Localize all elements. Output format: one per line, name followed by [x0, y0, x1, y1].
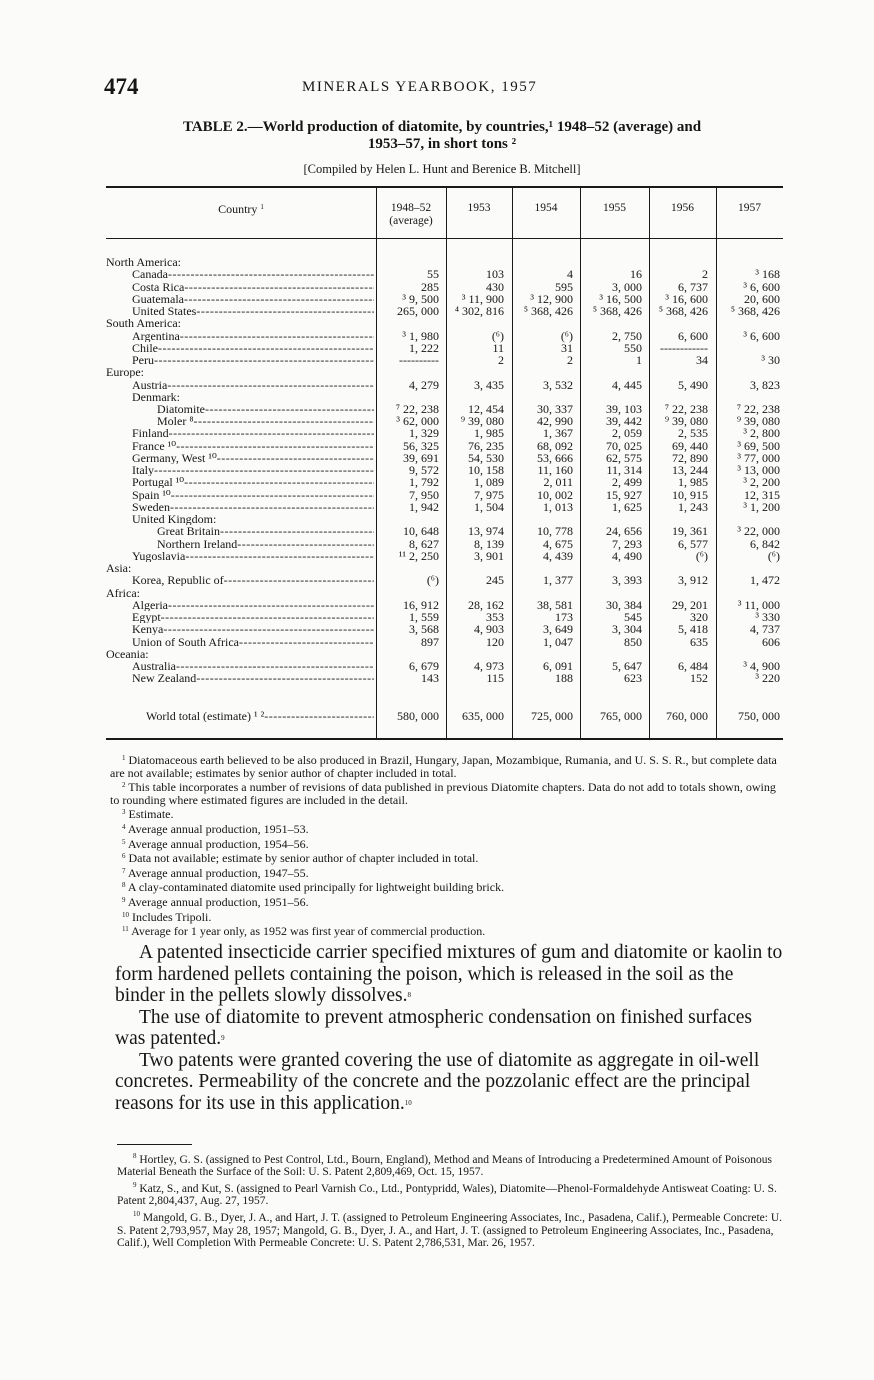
table-cell: 143 — [421, 671, 439, 685]
year-column-header: 1954 — [534, 202, 558, 214]
row-label: Africa: — [106, 587, 140, 599]
table-row — [106, 476, 783, 488]
table-cell: 725, 000 — [531, 709, 573, 723]
table-cell: ³ 6, 600 — [743, 329, 780, 343]
row-label: Kenya ----- — [132, 623, 374, 635]
table-cell: ³ 13, 000 — [737, 463, 780, 477]
world-total-row — [106, 710, 783, 722]
row-label: Austria ----- — [132, 379, 374, 391]
table-footnote: $^5$ Average annual production, 1954–56. — [122, 836, 309, 851]
running-title: MINERALS YEARBOOK, 1957 — [302, 79, 538, 95]
row-label: Diatomite ----- — [157, 403, 374, 415]
table-footnote: $^{11}$ Average for 1 year only, as 1952 was first year of commercial production. — [122, 924, 486, 939]
table-row — [106, 623, 783, 635]
table-cell: 623 — [624, 671, 642, 685]
table-cell: 72, 890 — [672, 451, 708, 465]
row-label: Europe: — [106, 366, 144, 378]
table-cell: 29, 201 — [672, 598, 708, 612]
table-cell: 68, 092 — [537, 439, 573, 453]
table-cell: 3, 649 — [543, 622, 573, 636]
table-cell: ⁵ 368, 426 — [592, 304, 642, 318]
table-cell: 1, 377 — [543, 573, 573, 587]
table-cell: 1, 625 — [612, 500, 642, 514]
table-footnote: $^3$ Estimate. — [122, 807, 174, 822]
row-label: Portugal ¹⁰ ----- — [132, 476, 374, 488]
table-cell: 6, 577 — [678, 537, 708, 551]
table-row — [106, 599, 783, 611]
table-cell: 6, 091 — [543, 659, 573, 673]
body-text — [115, 942, 785, 1114]
table-cell: 3, 823 — [750, 378, 780, 392]
table-cell: 1, 504 — [474, 500, 504, 514]
row-label: Egypt ----- — [132, 611, 374, 623]
table-row — [106, 550, 783, 562]
table-cell: 13, 244 — [672, 463, 708, 477]
table-cell: 4, 973 — [474, 659, 504, 673]
table-cell: 12, 454 — [468, 402, 504, 416]
table-cell: 353 — [486, 610, 504, 624]
table-cell: (⁶) — [426, 573, 439, 587]
table-cell: ³ 30 — [761, 353, 780, 367]
table-cell: 188 — [555, 671, 573, 685]
row-label: Argentina ----- — [132, 330, 374, 342]
table-cell: 6, 484 — [678, 659, 708, 673]
table-cell: ³ 4, 900 — [743, 659, 780, 673]
table-row — [106, 525, 783, 537]
table-row — [106, 342, 783, 354]
table-cell: 1, 222 — [409, 341, 439, 355]
row-label: United Kingdom: — [132, 513, 217, 525]
table-cell: 5, 418 — [678, 622, 708, 636]
row-label: Australia ----- — [132, 660, 374, 672]
table-cell: ³ 6, 600 — [743, 280, 780, 294]
row-label: Union of South Africa ----- — [132, 636, 374, 648]
table-cell: 6, 737 — [678, 280, 708, 294]
table-footnote: $^1$ Diatomaceous earth believed to be also produced in Brazil, Hungary, Japan, Mozambique, Rumania, and U. S. S. R., but complete data are not available; estimates by senior author of chapter included in total. — [110, 753, 777, 780]
table-cell: 173 — [555, 610, 573, 624]
table-cell: 8, 627 — [409, 537, 439, 551]
table-cell: ³ 62, 000 — [396, 414, 439, 428]
table-cell: 19, 361 — [672, 524, 708, 538]
reference-footnote: $^9$ Katz, S., and Kut, S. (assigned to Pearl Varnish Co., Ltd., Pontypridd, Wales), Diatomite—Phenol-Formaldehyde Antisweat Coating: U. S. Patent 2,804,437, Aug. 27, 1957. — [117, 1181, 777, 1208]
table-row — [106, 305, 783, 317]
table-cell: 3, 000 — [612, 280, 642, 294]
table-cell: 13, 974 — [468, 524, 504, 538]
table-cell: 2, 750 — [612, 329, 642, 343]
table-row — [106, 268, 783, 280]
table-cell: ⁵ 368, 426 — [730, 304, 780, 318]
table-cell: 4, 490 — [612, 549, 642, 563]
table-cell: 760, 000 — [666, 709, 708, 723]
table-cell: 3, 304 — [612, 622, 642, 636]
table-cell: 4 — [567, 267, 573, 281]
row-label: Canada ----- — [132, 268, 374, 280]
table-cell: 103 — [486, 267, 504, 281]
table-row — [106, 672, 783, 684]
table-cell: 120 — [486, 635, 504, 649]
table-cell: 2, 535 — [678, 426, 708, 440]
table-cell: 11, 160 — [537, 463, 573, 477]
table-caption — [106, 119, 778, 153]
page-number: 474 — [104, 74, 139, 99]
table-caption-line: 1953–57, in short tons ² — [367, 136, 517, 152]
row-label: Yugoslavia ----- — [132, 550, 374, 562]
table-cell: 1, 792 — [409, 475, 439, 489]
table-cell: (⁶) — [767, 549, 780, 563]
table-cell: 56, 325 — [403, 439, 439, 453]
body-paragraph: A patented insecticide carrier specified mixtures of gum and diatomite or kaolin to form hardened pellets containing the poison, which is released in the soil as the binder in the pellets slowly dissolves.$^8$ — [115, 942, 783, 1006]
table-cell: 635 — [690, 635, 708, 649]
table-cell: 38, 581 — [537, 598, 573, 612]
table-cell: 6, 842 — [750, 537, 780, 551]
table-cell: 545 — [624, 610, 642, 624]
table-cell: 3, 435 — [474, 378, 504, 392]
row-label: New Zealand ----- — [132, 672, 374, 684]
table-cell: ⁹ 39, 080 — [460, 414, 504, 428]
table-cell: 897 — [421, 635, 439, 649]
table-cell: ³ 77, 000 — [737, 451, 780, 465]
table-cell: 1 — [636, 353, 642, 367]
table-cell: 9, 572 — [409, 463, 439, 477]
table-cell: 10, 778 — [537, 524, 573, 538]
table-cell: 4, 737 — [750, 622, 780, 636]
compiled-by-note: [Compiled by Helen L. Hunt and Berenice B. Mitchell] — [303, 162, 581, 176]
table-cell: 62, 575 — [606, 451, 642, 465]
table-cell: 24, 656 — [606, 524, 642, 538]
table-cell: ³ 2, 800 — [743, 426, 780, 440]
table-cell: 3, 393 — [612, 573, 642, 587]
body-paragraph: Two patents were granted covering the use of diatomite as aggregate in oil-well concretes. Permeability of the concrete and the pozzolanic effect are the principal reasons for its use in this application.$^{10}$ — [115, 1049, 760, 1114]
table-cell: 54, 530 — [468, 451, 504, 465]
table-cell: 53, 666 — [537, 451, 573, 465]
table-cell: (⁶) — [491, 329, 504, 343]
table-cell: (⁶) — [695, 549, 708, 563]
row-label: France ¹⁰ ----- — [132, 440, 374, 452]
table-footnote: $^4$ Average annual production, 1951–53. — [122, 821, 309, 836]
table-top-rule — [106, 186, 783, 188]
table-cell: 16, 912 — [403, 598, 439, 612]
table-cell: 39, 442 — [606, 414, 642, 428]
table-cell: 4, 675 — [543, 537, 573, 551]
table-cell: 1, 013 — [543, 500, 573, 514]
table-bottom-rule — [106, 738, 783, 740]
table-cell: 595 — [555, 280, 573, 294]
row-label: Guatemala ----- — [132, 293, 374, 305]
row-label: Italy ----- — [132, 464, 374, 476]
table-cell: 2, 011 — [543, 475, 573, 489]
table-footnote: $^9$ Average annual production, 1951–56. — [122, 894, 309, 909]
table-cell: 6, 600 — [678, 329, 708, 343]
table-cell: 5, 647 — [612, 659, 642, 673]
table-cell: ⁹ 39, 080 — [736, 414, 780, 428]
table-cell: 3, 912 — [678, 573, 708, 587]
table-cell: ³ 11, 000 — [737, 598, 780, 612]
table-cell: ³ 168 — [755, 267, 780, 281]
table-row — [106, 354, 783, 366]
row-label: Algeria ----- — [132, 599, 374, 611]
table-cell: 10, 002 — [537, 488, 573, 502]
table-cell: 34 — [696, 353, 708, 367]
year-column-header: 1957 — [738, 202, 761, 214]
table-cell: ³ 69, 500 — [737, 439, 780, 453]
table-footnote: $^8$ A clay-contaminated diatomite used principally for lightweight building brick. — [122, 880, 505, 895]
row-label: Great Britain ----- — [157, 525, 374, 537]
row-label: North America: — [106, 256, 181, 268]
table-cell: ³ 1, 980 — [402, 329, 439, 343]
table-cell: 10, 915 — [672, 488, 708, 502]
table-cell: ⁹ 39, 080 — [664, 414, 708, 428]
table-section-heading — [106, 317, 783, 329]
table-cell: 28, 162 — [468, 598, 504, 612]
row-label: Oceania: — [106, 648, 149, 660]
table-cell: 30, 384 — [606, 598, 642, 612]
table-cell: 4, 279 — [409, 378, 439, 392]
table-cell: 7, 975 — [474, 488, 504, 502]
row-label: Moler ⁸ ----- — [157, 415, 374, 427]
table-cell: 606 — [762, 635, 780, 649]
table-row — [106, 501, 783, 513]
table-cell: ³ 11, 900 — [461, 292, 504, 306]
row-label: Finland ----- — [132, 427, 374, 439]
table-cell: ⁷ 22, 238 — [664, 402, 708, 416]
table-cell: 4, 903 — [474, 622, 504, 636]
table-section-heading — [106, 366, 783, 378]
table-cell: ³ 16, 500 — [599, 292, 642, 306]
table-cell: 31 — [561, 341, 573, 355]
table-row — [106, 427, 783, 439]
table-cell: ⁵ 368, 426 — [523, 304, 573, 318]
table-cell: 4, 445 — [612, 378, 642, 392]
table-section-heading — [106, 256, 783, 268]
table-cell: ³ 16, 600 — [665, 292, 708, 306]
table-cell: 6, 679 — [409, 659, 439, 673]
year-column-header: 1948–52 (average) — [389, 202, 433, 227]
table-cell: 11 — [492, 341, 504, 355]
table-cell: 70, 025 — [606, 439, 642, 453]
table-cell: 15, 927 — [606, 488, 642, 502]
table-cell: 320 — [690, 610, 708, 624]
table-cell: 42, 990 — [537, 414, 573, 428]
table-cell: 39, 691 — [403, 451, 439, 465]
table-cell: 115 — [486, 671, 504, 685]
table-cell: 1, 985 — [678, 475, 708, 489]
table-cell: ¹¹ 2, 250 — [398, 549, 439, 563]
table-cell: 2 — [702, 267, 708, 281]
production-table — [106, 186, 783, 741]
row-label: Denmark: — [132, 391, 180, 403]
table-cell: 750, 000 — [738, 709, 780, 723]
footnote-separator — [117, 1144, 192, 1145]
table-cell: ⁷ 22, 238 — [736, 402, 780, 416]
year-column-header: 1955 — [603, 202, 626, 214]
table-header-rule — [106, 238, 783, 239]
table-cell: 2 — [567, 353, 573, 367]
row-label: Chile ----- — [132, 342, 374, 354]
table-cell: 1, 047 — [543, 635, 573, 649]
table-cell: ³ 1, 200 — [743, 500, 780, 514]
row-label: South America: — [106, 317, 181, 329]
table-cell: ³ 2, 200 — [743, 475, 780, 489]
table-cell: 12, 315 — [744, 488, 780, 502]
table-cell: 580, 000 — [397, 709, 439, 723]
table-cell: 265, 000 — [397, 304, 439, 318]
table-cell: ⁷ 22, 238 — [395, 402, 439, 416]
table-cell: 11, 314 — [606, 463, 642, 477]
table-cell: 765, 000 — [600, 709, 642, 723]
row-label: Asia: — [106, 562, 132, 574]
table-cell: 39, 103 — [606, 402, 642, 416]
table-cell: 550 — [624, 341, 642, 355]
table-cell: 2 — [498, 353, 504, 367]
table-cell: 3, 901 — [474, 549, 504, 563]
table-cell: 285 — [421, 280, 439, 294]
table-cell: 1, 089 — [474, 475, 504, 489]
table-cell: 8, 139 — [474, 537, 504, 551]
reference-footnote: $^8$ Hortley, G. S. (assigned to Pest Control, Ltd., Bourn, England), Method and Means of Introducing a Predetermined Amount of Poisonous Material Beneath the Surface of the Soil: U. S. Patent 2,809,469, Oct. 15, 1957. — [117, 1152, 773, 1179]
table-cell: 245 — [486, 573, 504, 587]
table-cell: ³ 12, 900 — [530, 292, 573, 306]
table-cell: 430 — [486, 280, 504, 294]
table-footnote: $^2$ This table incorporates a number of revisions of data published in previous Diatomite chapters. Data do not add to totals shown, owing to rounding where estimated figures are included in the detail. — [110, 780, 776, 807]
table-cell: ³ 220 — [755, 671, 780, 685]
table-cell: 1, 942 — [409, 500, 439, 514]
table-cell: 69, 440 — [672, 439, 708, 453]
table-cell: 850 — [624, 635, 642, 649]
table-row — [106, 660, 783, 672]
table-cell: 30, 337 — [537, 402, 573, 416]
table-caption-line: TABLE 2.—World production of diatomite, by countries,¹ 1948–52 (average) and — [182, 119, 702, 135]
table-cell: 1, 472 — [750, 573, 780, 587]
table-cell: 1, 985 — [474, 426, 504, 440]
table-cell: 1, 559 — [409, 610, 439, 624]
table-row — [106, 636, 783, 648]
year-column-header: 1953 — [467, 202, 491, 214]
table-cell: 76, 235 — [468, 439, 504, 453]
table-row — [106, 379, 783, 391]
table-cell: 1, 243 — [678, 500, 708, 514]
table-cell: 4, 439 — [543, 549, 573, 563]
table-cell: 20, 600 — [744, 292, 780, 306]
reference-footnotes — [117, 1150, 785, 1250]
row-label: Northern Ireland ----- — [157, 538, 374, 550]
row-label: United States ----- — [132, 305, 374, 317]
row-label: Spain ¹⁰ ----- — [132, 489, 374, 501]
table-cell: 3, 568 — [409, 622, 439, 636]
table-cell: 3, 532 — [543, 378, 573, 392]
table-cell: ⁵ 368, 426 — [658, 304, 708, 318]
row-label: Costa Rica ----- — [132, 281, 374, 293]
table-cell: 1, 367 — [543, 426, 573, 440]
table-row — [106, 574, 783, 586]
table-cell: ------------ — [660, 341, 708, 355]
table-cell: (⁶) — [560, 329, 573, 343]
body-paragraph: The use of diatomite to prevent atmospheric condensation on finished surfaces was patented.$^9$ — [115, 1006, 752, 1049]
table-row — [106, 538, 783, 550]
table-cell: 10, 158 — [468, 463, 504, 477]
year-column-header: 1956 — [671, 202, 694, 214]
row-label: Sweden ----- — [132, 501, 374, 513]
table-cell: 1, 329 — [409, 426, 439, 440]
table-cell: 55 — [427, 267, 439, 281]
table-cell: 7, 950 — [409, 488, 439, 502]
row-label: Peru ----- — [132, 354, 374, 366]
page-header — [104, 74, 784, 104]
reference-footnote: $^{10}$ Mangold, G. B., Dyer, J. A., and Hart, J. T. (assigned to Petroleum Engineering Associates, Inc., Pasadena, Calif.), Permeable Concrete: U. S. Patent 2,793,957, May 28, 1957; Mangold, G. B., Dyer, J. A., and Hart, J. T. (assigned to Petroleum Engineering Associates, Inc., Pasadena, Calif.), Well Completion With Permeable Concrete: U. S. Patent 2,786,531, Mar. 26, 1957. — [117, 1210, 783, 1249]
table-cell: 16 — [630, 267, 642, 281]
row-label: World total (estimate) ¹ ² ----- — [146, 710, 374, 722]
table-cell: 5, 490 — [678, 378, 708, 392]
table-cell: 10, 648 — [403, 524, 439, 538]
table-cell: 7, 293 — [612, 537, 642, 551]
row-label: Germany, West ¹⁰ ----- — [132, 452, 374, 464]
table-cell: 2, 499 — [612, 475, 642, 489]
table-cell: 2, 059 — [612, 426, 642, 440]
table-cell: ³ 9, 500 — [402, 292, 439, 306]
table-cell: 152 — [690, 671, 708, 685]
table-cell: 635, 000 — [462, 709, 504, 723]
table-cell: ⁴ 302, 816 — [454, 304, 504, 318]
row-label: Korea, Republic of ----- — [132, 574, 374, 586]
table-cell: ³ 330 — [755, 610, 780, 624]
table-footnote: $^{10}$ Includes Tripoli. — [122, 909, 212, 924]
table-cell: ³ 22, 000 — [737, 524, 780, 538]
table-footnote: $^6$ Data not available; estimate by senior author of chapter included in total. — [122, 851, 479, 866]
country-column-header: Country $^1$ — [218, 202, 264, 216]
table-footnotes — [110, 752, 782, 938]
table-footnote: $^7$ Average annual production, 1947–55. — [122, 865, 309, 880]
table-cell: ---------- — [399, 353, 439, 367]
